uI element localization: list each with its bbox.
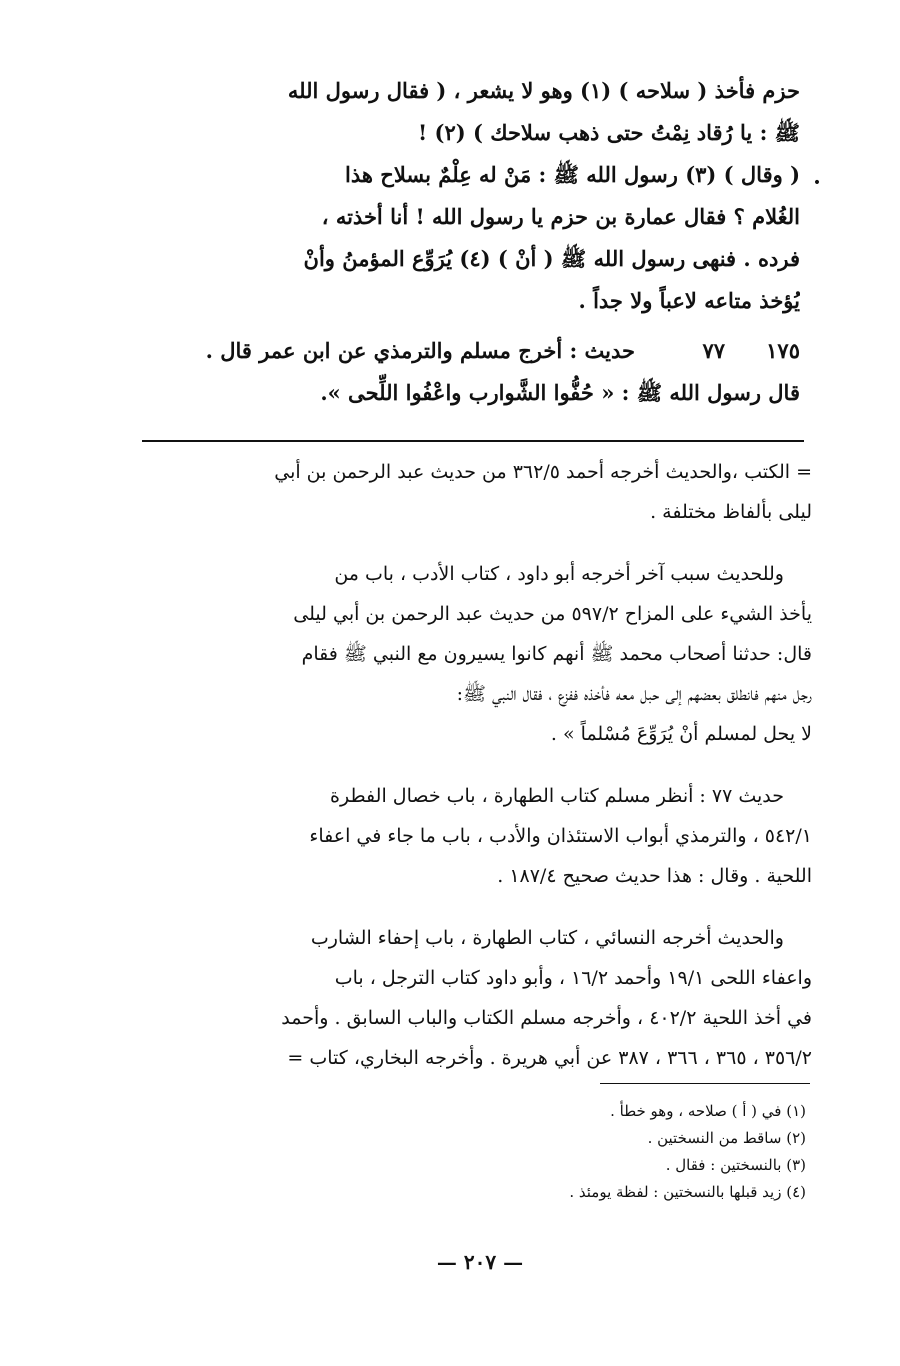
commentary-line: ٣٥٦/٢ ، ٣٦٥ ، ٣٦٦ ، ٣٨٧ عن أبي هريرة . وأخرجه البخاري، كتاب =	[287, 1047, 812, 1069]
main-text-line: ﷺ : يا رُقاد نِمْتُ حتى ذهب سلاحك ) (٢) !	[418, 120, 800, 145]
main-text-line: حزم فأخذ ( سلاحه ) (١) وهو لا يشعر ، ( فقال رسول الله	[287, 78, 800, 103]
main-text-line: الغُلام ؟ فقال عمارة بن حزم يا رسول الله ! أنا أخذته ،	[321, 204, 800, 229]
commentary-line: حديث ٧٧ : أنظر مسلم كتاب الطهارة ، باب خصال الفطرة	[330, 785, 784, 807]
margin-mark: •	[812, 175, 822, 191]
commentary-line: والحديث أخرجه النسائي ، كتاب الطهارة ، باب إحفاء الشارب	[310, 927, 784, 949]
commentary-line: اللحية . وقال : هذا حديث صحيح ١٨٧/٤ .	[497, 865, 812, 887]
footnote: (٤) زيد قبلها بالنسختين : لفظة يومئذ .	[569, 1183, 806, 1201]
main-text-line: فرده . فنهى رسول الله ﷺ ( أنْ ) (٤) يُرَوِّع المؤمنُ وأنْ	[303, 246, 800, 271]
commentary-line: قال: حدثنا أصحاب محمد ﷺ أنهم كانوا يسيرون مع النبي ﷺ فقام	[301, 643, 812, 665]
section-divider	[142, 440, 804, 442]
commentary-line: رجل منهم فانطلق بعضهم إلى حبل معه فأخذه ففزع ، فقال النبي ﷺ:	[456, 683, 812, 705]
page-number: — ٢٠٧ —	[436, 1250, 524, 1274]
commentary-line: يأخذ الشيء على المزاح ٥٩٧/٢ من حديث عبد الرحمن بن أبي ليلى	[293, 603, 812, 625]
hadith-text	[160, 330, 800, 414]
commentary-line: في أخذ اللحية ٤٠٢/٢ ، وأخرجه مسلم الكتاب والباب السابق . وأحمد	[281, 1007, 812, 1029]
commentary-paragraph	[132, 918, 812, 1078]
commentary-block	[132, 452, 812, 1100]
footnote: (٣) بالنسختين : فقال .	[665, 1156, 806, 1174]
commentary-line: ليلى بألفاظ مختلفة .	[650, 501, 812, 523]
footnotes-block	[406, 1098, 806, 1206]
commentary-paragraph	[132, 452, 812, 532]
hadith-text-line: قال رسول الله ﷺ : « حُفُّوا الشَّوارب واعْفُوا اللِّحى ».	[320, 380, 800, 405]
commentary-line: = الكتب ،والحديث أخرجه أحمد ٣٦٢/٥ من حديث عبد الرحمن بن أبي	[274, 461, 812, 483]
footnote: (٢) ساقط من النسختين .	[647, 1129, 806, 1147]
commentary-paragraph	[132, 776, 812, 896]
commentary-paragraph	[132, 554, 812, 754]
hadith-text-line: حديث : أخرج مسلم والترمذي عن ابن عمر قال .	[205, 338, 635, 363]
entry-number: ١٧٥	[766, 338, 800, 363]
commentary-line: وللحديث سبب آخر أخرجه أبو داود ، كتاب الأدب ، باب من	[334, 563, 784, 585]
main-text-block	[140, 70, 800, 322]
main-text-line: يُؤخذ متاعه لاعباً ولا جداً .	[578, 288, 800, 313]
footnote: (١) في ( أ ) صلاحه ، وهو خطأ .	[610, 1102, 806, 1120]
footnote-divider	[600, 1083, 810, 1084]
commentary-line: واعفاء اللحى ١٩/١ وأحمد ١٦/٢ ، وأبو داود كتاب الترجل ، باب	[334, 967, 812, 989]
commentary-line: ٥٤٢/١ ، والترمذي أبواب الاستئذان والأدب ، باب ما جاء في اعفاء	[309, 825, 812, 847]
hadith-number: ٧٧	[702, 338, 725, 363]
commentary-line: لا يحل لمسلم أنْ يُرَوِّعَ مُسْلماً » .	[550, 723, 812, 745]
main-text-line: ( وقال ) (٣) رسول الله ﷺ : مَنْ له عِلْمٌ بسلاح هذا	[345, 162, 800, 187]
